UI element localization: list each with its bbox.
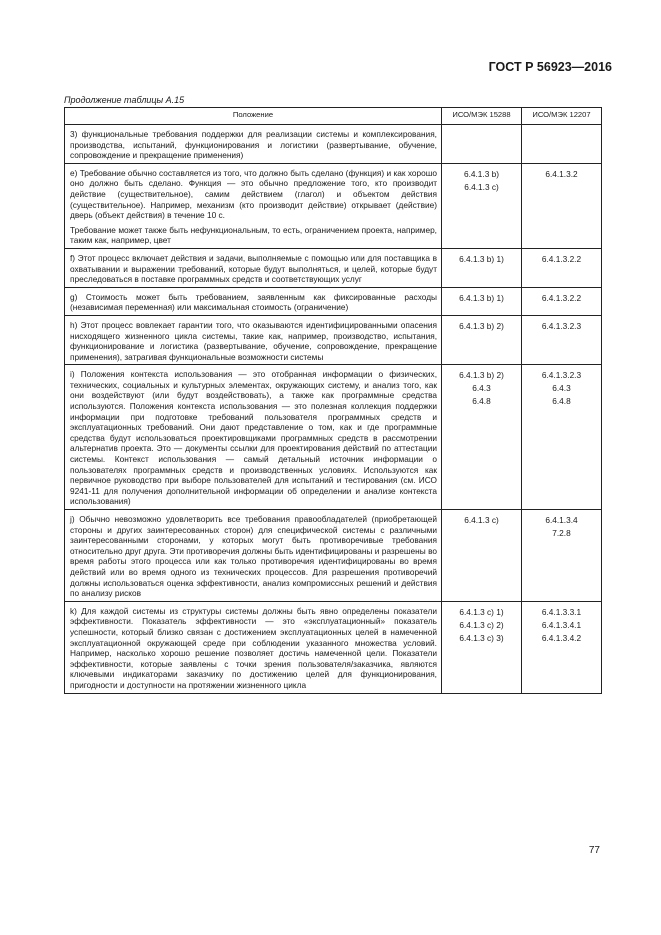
iso-12207-ref-cell — [522, 163, 602, 248]
column-header-position: Положение — [65, 108, 442, 125]
position-paragraph: k) Для каждой системы из структуры системы должны быть явно определены показатели эффективности. Показатель эффективности — это «эксплуатационный» показатель успешности, который близко связан с достижением эксплуатационных целей в намеченной эксплуатационной окружающей среде при соблюдении указанного множества условий. Например, насколько хорошо решение позволяет достичь намеченной цели. Показатели эффективности, которые заявлены с точки зрения пользователя/заказчика, являются ключевыми индикаторами заказчику по достижению целей для функционирования, пригодности и доступности на протяжении жизненного цикла — [70, 605, 437, 690]
clause-reference: 6.4.8 — [552, 396, 571, 407]
clause-reference: 6.4.1.3.4.2 — [541, 632, 582, 643]
clause-reference: 6.4.1.3.2.2 — [541, 253, 582, 264]
table-caption: Продолжение таблицы А.15 — [64, 95, 185, 105]
table-row — [65, 365, 602, 510]
position-cell — [65, 315, 442, 364]
position-cell — [65, 248, 442, 287]
position-paragraph: f) Этот процесс включает действия и задачи, выполняемые с помощью или для поставщика в охватывании и выражении требований, которые будут выполняться, и целей, которые будут преследоваться в поставке программных средств и соответствующих услуг — [70, 252, 437, 285]
position-paragraph: i) Положения контекста использования — это отобранная информации о физических, технических, социальных и культурных элементах, окружающих систему, и анализ того, как они воздействуют (или будут воздействовать), а также как программные средства используются. Положения контекста использования — это полезная коллекция поддержки информации при подготовке требований пользователя программных средств и эксплуатационных требований. Они дают представление о том, как и где программные средства будут использоваться проектировщиками программных средств в рассмотрении альтернатив проекта. Это — документы ссылки для проектирования действий по аттестации системы. Контекст использования — самый детальный источник информации о пользователях программных средств и производственных условиях. Используются как первичное руководство при выборе пользователей для испытаний и тестирования (см. ИСО 9241-11 для получения дополнительной информации об определении и анализе контекста использования) — [70, 369, 437, 507]
column-header-iso-15288: ИСО/МЭК 15288 — [442, 108, 522, 125]
iso-15288-ref-cell — [442, 248, 522, 287]
clause-reference: 6.4.1.3.4 — [545, 515, 578, 525]
position-paragraph: h) Этот процесс вовлекает гарантии того, что оказываются идентифицированными опасения нисходящего жизненного цикла системы, такие как, например, производство, испытания, функционирование и логистика (развертывание, обучение, сопровождение, прекращение применения), затрагивая функциональные возможности системы — [70, 319, 437, 362]
clause-reference: 6.4.1.3 c) — [464, 181, 499, 192]
position-cell — [65, 287, 442, 315]
iso-15288-ref-cell — [442, 163, 522, 248]
page-number: 77 — [588, 845, 600, 856]
iso-12207-ref-cell — [522, 315, 602, 364]
position-paragraph: е) Требование обычно составляется из того, что должно быть сделано (функция) и как хорошо оно должно быть сделано. Функция — это обычно предложение того, кто производит действие (существительное), самим действием (глагол) и объектом действия (существительное). Например, механизм (кто производит действие) открывает (действие) дверь (объект действия) в течение 10 с. — [70, 167, 437, 221]
table-body — [65, 125, 602, 694]
clause-reference: 6.4.1.3 c) — [464, 515, 499, 525]
standard-id: ГОСТ Р 56923—2016 — [488, 60, 612, 74]
clause-reference: 6.4.1.3.3.1 — [541, 606, 582, 617]
clause-reference: 6.4.1.3 b) 1) — [459, 292, 504, 303]
iso-12207-ref-cell — [522, 510, 602, 602]
iso-15288-ref-cell — [442, 365, 522, 510]
position-cell — [65, 510, 442, 602]
clause-reference: 6.4.1.3.2.3 — [541, 320, 582, 331]
iso-12207-ref-cell — [522, 248, 602, 287]
column-header-iso-12207: ИСО/МЭК 12207 — [522, 108, 602, 125]
position-cell — [65, 365, 442, 510]
clause-reference: 6.4.1.3 c) 1) — [459, 606, 504, 617]
table-header-row — [65, 108, 602, 125]
clause-reference: 6.4.1.3.2.3 — [541, 370, 582, 381]
iso-12207-ref-cell — [522, 287, 602, 315]
iso-15288-ref-cell — [442, 601, 522, 693]
clause-reference: 6.4.1.3 b) — [463, 168, 500, 179]
clause-reference: 6.4.1.3.4.1 — [541, 619, 582, 630]
clause-reference: 6.4.3 — [472, 383, 491, 394]
clause-reference: 6.4.8 — [472, 396, 491, 407]
clause-reference: 6.4.1.3 b) 2) — [459, 370, 504, 381]
clause-reference: 6.4.1.3.2.2 — [541, 292, 582, 303]
position-paragraph: g) Стоимость может быть требованием, заявленным как фиксированные расходы (независимая переменная) или максимальная стоимость (ограничение) — [70, 291, 437, 313]
table-row — [65, 163, 602, 248]
table-row — [65, 510, 602, 602]
iso-12207-ref-cell — [522, 601, 602, 693]
iso-12207-ref-cell — [522, 125, 602, 164]
requirements-table — [64, 107, 602, 694]
table-row — [65, 315, 602, 364]
table-row — [65, 125, 602, 164]
position-cell — [65, 125, 442, 164]
position-cell — [65, 601, 442, 693]
clause-reference: 6.4.1.3 b) 2) — [459, 320, 504, 331]
iso-15288-ref-cell — [442, 287, 522, 315]
position-paragraph: j) Обычно невозможно удовлетворить все требования правообладателей (приобретающей стороны и других заинтересованных сторон) для специфической системы с различными заинтересованными сторонами, у которых могут быть противоречивые требования относительно друг друга. Эти противоречия должны быть идентифицированы и разрешены во время работы этого процесса или как только противоречия идентифицированы во время действий или во время одного из технических процессов. Для разрешения противоречий должны использоваться оценка эффективности, анализ компромиссных решений и действия по анализу рисков — [70, 514, 437, 599]
iso-15288-ref-cell — [442, 315, 522, 364]
clause-reference: 6.4.1.3 c) 3) — [459, 632, 504, 643]
clause-reference: 6.4.1.3 c) 2) — [459, 619, 504, 630]
clause-reference: 6.4.3 — [552, 383, 571, 394]
position-paragraph: Требование может также быть нефункциональным, то есть, ограничением проекта, например, таким как, например, цвет — [70, 224, 437, 246]
clause-reference: 6.4.1.3.2 — [545, 168, 578, 179]
position-cell — [65, 163, 442, 248]
table-row — [65, 601, 602, 693]
clause-reference: 6.4.1.3 b) 1) — [459, 253, 504, 264]
iso-15288-ref-cell — [442, 125, 522, 164]
table-row — [65, 287, 602, 315]
table-row — [65, 248, 602, 287]
iso-12207-ref-cell — [522, 365, 602, 510]
clause-reference: 7.2.8 — [552, 528, 571, 538]
position-paragraph: 3) функциональные требования поддержки для реализации системы и комплексирования, производства, испытаний, функционирования и логистики (развертывание, обучение, сопровождение и прекращение применения) — [70, 129, 437, 161]
iso-15288-ref-cell — [442, 510, 522, 602]
